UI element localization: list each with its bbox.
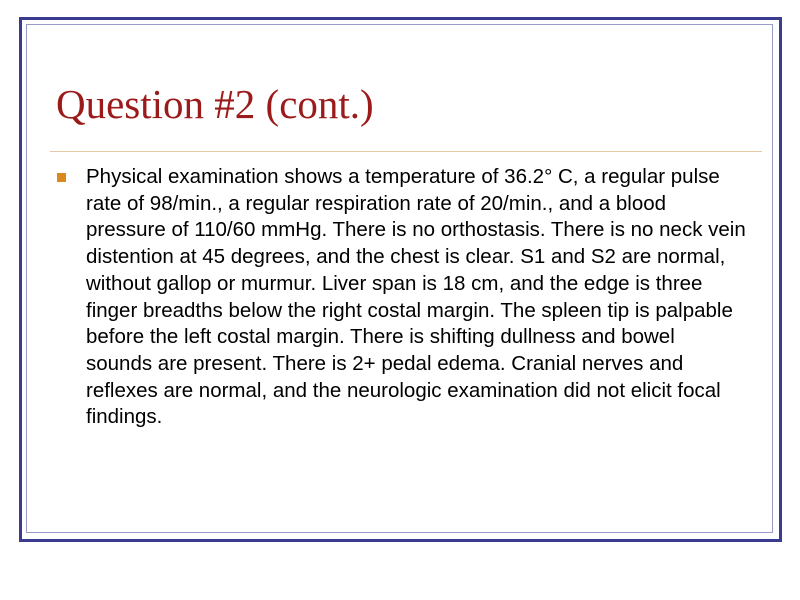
title-divider xyxy=(50,151,762,152)
square-bullet-icon xyxy=(57,173,66,182)
bullet-text: Physical examination shows a temperature of 36.2° C, a regular pulse rate of 98/min., a regular respiration rate of 20/min., and a blood pressure of 110/60 mmHg. There is no orthostasis. There is no neck vein distention at 45 degrees, and the chest is clear. S1 and S2 are normal, without gallop or murmur. Liver span is 18 cm, and the edge is three finger breadths below the right costal margin. The spleen tip is palpable before the left costal margin. There is shifting dullness and bowel sounds are present. There is 2+ pedal edema. Cranial nerves and reflexes are normal, and the neurologic examination did not elicit focal findings. xyxy=(86,165,746,429)
slide-title: Question #2 (cont.) xyxy=(56,81,374,127)
